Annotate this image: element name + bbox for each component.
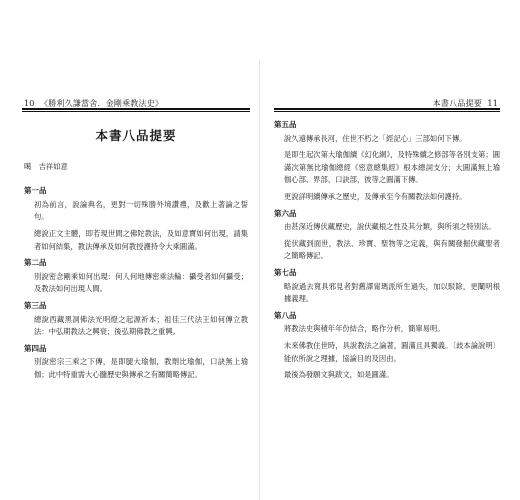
- paragraph: 從伏藏到面世，教法、珍寶、聖物等之定義，與有關發掘伏藏聖者之簡略傳記。: [284, 238, 500, 261]
- paragraph: 最後為發願文與跋文，如是圓滿。: [284, 370, 394, 380]
- right-page-number: 11: [487, 99, 498, 108]
- paragraph: 別說密念剛乘如何出現：何人何地傳密乘法輪：攝受者如何攝受；及教法如何出現人間。: [34, 271, 248, 294]
- right-running-title: 本書八品提要: [432, 99, 482, 108]
- left-page-content: [24, 126, 248, 386]
- left-running-title: 《勝利久謙當舍．金剛乘教法史》: [40, 99, 164, 108]
- paragraph: 略說過去寬具邪見者對舊譯甯瑪派所生過失，加以駁除，更闡明根據義理。: [284, 281, 500, 304]
- paragraph: 初為前言，說論典名，更對一切殊勝外境讚禮，及歡上著論之誓句。: [34, 199, 248, 222]
- paragraph: 將教法史與積年年份結合，略作分析，簡單易明。: [284, 324, 445, 334]
- chapter-heading: 第六品: [274, 208, 297, 218]
- chapter-heading: 第四品: [24, 343, 47, 353]
- left-header-rule-thin: [22, 111, 250, 112]
- paragraph: 是即生起次第大瑜伽續《幻化網》，及特殊續之修部等各別支第；圓滿次第無比瑜伽總經《密意總集經》根本總詞支分；大圓滿無上瑜伽心部、界部、口訣部，彼等之圓滿下傳。: [284, 150, 500, 185]
- paragraph: 未來佛教住世時，具說教法之論著，圓滿且具獨義。〔歧本論說明〕能依所說之理據，協論目的及因由。: [284, 340, 500, 363]
- paragraph: 總說西藏黑洞佛法光明燈之起源祈本；祖佳三代法王如何傳立教法：中弘期教法之興衰；後弘期佛教之重興。: [34, 314, 248, 337]
- chapter-heading: 第三品: [24, 300, 47, 310]
- paragraph: 更說詳明續傳承之歷史，及傳承至今有關教法如何護持。: [284, 191, 467, 201]
- paragraph: 總說正文主體，即若現世間之佛陀教法，及如意寶如何出現，請集者如何結集，教法傳承及如何教授護持令大乘圓滿。: [34, 228, 248, 251]
- left-page-number: 10: [24, 99, 35, 108]
- right-header-rule: [274, 108, 500, 110]
- right-page: [262, 0, 520, 500]
- left-header-rule: [22, 108, 250, 110]
- right-header-rule-thin: [274, 111, 500, 112]
- paragraph: 別說密宗三乘之下傳，是即腿大瑜伽，教劑比瑜伽，口訣無上瑜伽；此中特重需大心髓歷史與傳承之有關簡略傳記。: [34, 357, 248, 379]
- chapter-heading: 第二品: [24, 258, 47, 268]
- author-line: 噶 吉祥如意: [24, 161, 68, 171]
- chapter-heading: 第七品: [274, 267, 297, 277]
- chapter-heading: 第五品: [274, 120, 297, 129]
- paragraph: 說久遠傳承長河，住世不朽之「經記心」三部如何下傳。: [284, 133, 467, 143]
- right-page-content: [274, 115, 500, 386]
- chapter-heading: 第一品: [24, 186, 47, 196]
- book-title: 本書八品提要: [95, 128, 177, 143]
- paragraph: 由甚深近傳伏藏歷史，說伏藏根之性及其分類，與所須之特別法。: [284, 222, 496, 232]
- chapter-heading: 第八品: [274, 310, 297, 320]
